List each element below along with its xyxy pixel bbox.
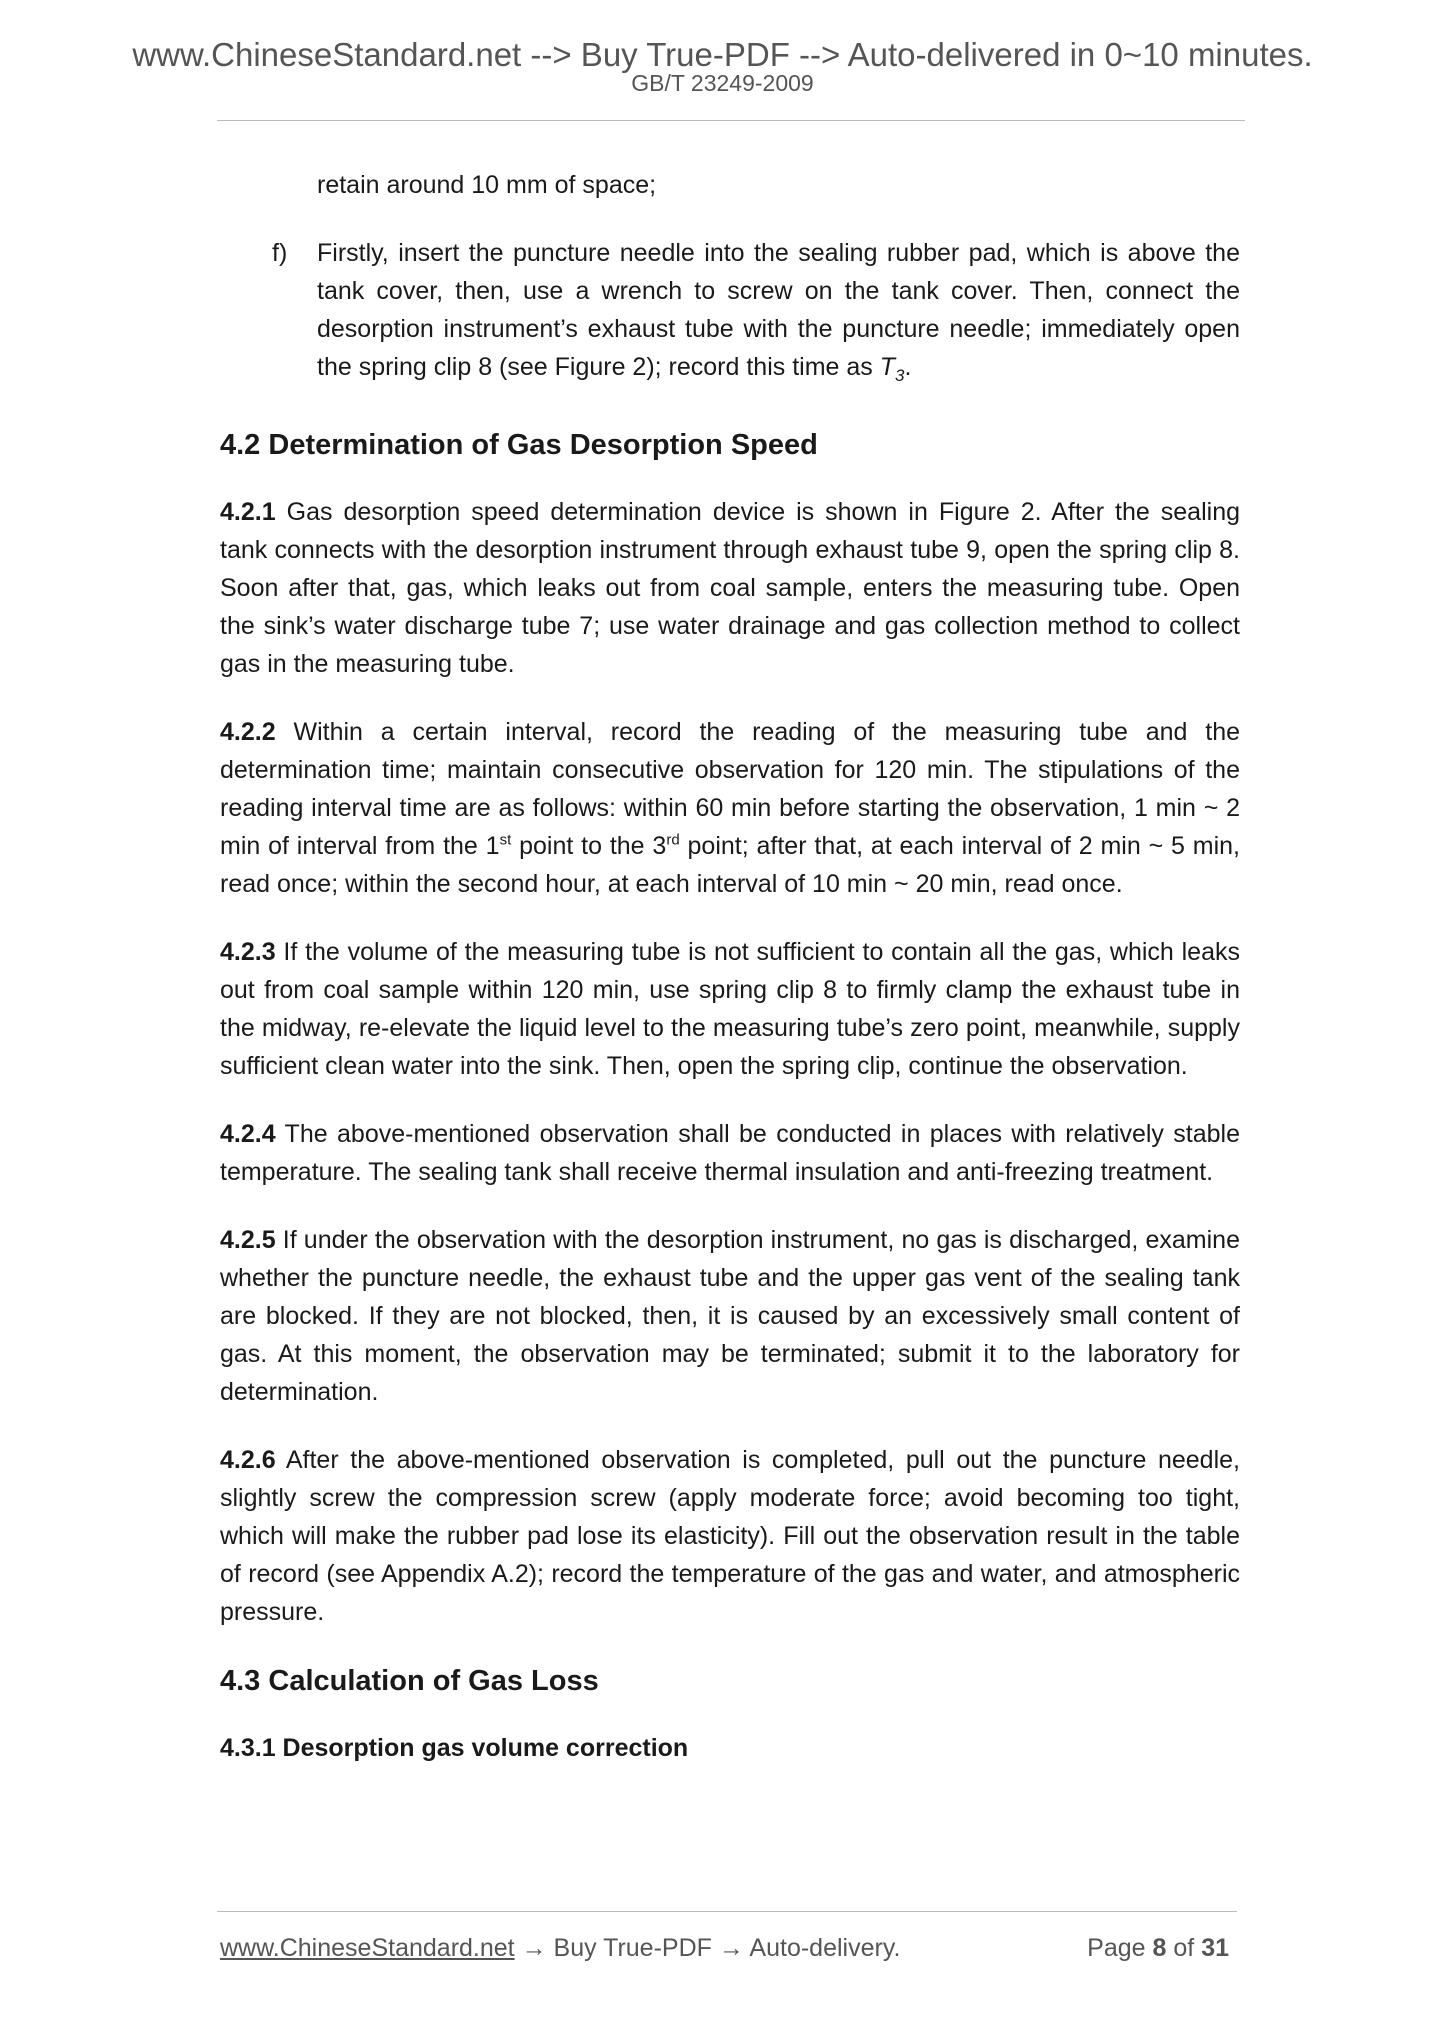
clause-text: point; after that, at each interval of 2 min ~ 5 min, read once; within the second hour, at each interval of 10 min ~ 20 min, read once. [220, 832, 1240, 898]
total-pages: 31 [1201, 1934, 1229, 1962]
variable-subscript: 3 [895, 366, 905, 385]
clause-number: 4.2.4 [220, 1120, 276, 1148]
superscript: st [499, 831, 512, 849]
clause-4-2-6 [220, 1441, 1240, 1631]
clause-number: 4.2.1 [220, 498, 276, 526]
page-footer [220, 1928, 1235, 1968]
clause-number: 4.2.5 [220, 1226, 276, 1254]
section-heading-4-3: 4.3 Calculation of Gas Loss [220, 1665, 599, 1697]
clause-4-2-4 [220, 1115, 1240, 1191]
continuation-text: retain around 10 mm of space; [317, 171, 657, 199]
clause-number: 4.2.2 [220, 718, 276, 746]
list-item-text: Firstly, insert the puncture needle into the sealing rubber pad, which is above the tank cover, then, use a wrench to screw on the tank cover. Then, connect the desorption instrument’s exhaust tube with the puncture needle; immediately open the spring clip 8 (see Figure 2); record this time as [317, 239, 1240, 381]
clause-4-2-2 [220, 713, 1240, 903]
clause-4-2-5 [220, 1221, 1240, 1411]
of-label: of [1173, 1934, 1195, 1962]
sentence-end: . [904, 353, 912, 381]
page-label: Page [1087, 1934, 1146, 1962]
clause-number: 4.2.6 [220, 1446, 276, 1474]
site-banner: www.ChineseStandard.net --> Buy True-PDF --> Auto-delivered in 0~10 minutes. [132, 36, 1313, 73]
document-body [220, 166, 1240, 1767]
list-marker: f) [272, 239, 288, 267]
buy-text: Buy True-PDF [553, 1934, 712, 1962]
superscript: rd [666, 831, 680, 849]
header-divider [217, 120, 1245, 121]
auto-delivery-text: Auto-delivery. [749, 1934, 901, 1962]
arrow-icon: → [711, 1934, 750, 1962]
clause-text: If under the observation with the desorption instrument, no gas is discharged, examine whether the puncture needle, the exhaust tube and the upper gas vent of the sealing tank are blocked. If they are not blocked, then, it is caused by an excessively small content of gas. At this moment, the observation may be terminated; submit it to the laboratory for determination. [220, 1226, 1240, 1406]
list-item-f [220, 234, 1240, 395]
footer-divider [217, 1911, 1237, 1912]
standard-code: GB/T 23249-2009 [631, 70, 814, 96]
clause-text: After the above-mentioned observation is completed, pull out the puncture needle, slightly screw the compression screw (apply moderate force; avoid becoming too tight, which will make the rubber pad lose its elasticity). Fill out the observation result in the table of record (see Appendix A.2); record the temperature of the gas and water, and atmospheric pressure. [220, 1446, 1240, 1626]
time-variable [879, 353, 905, 385]
arrow-icon: → [514, 1934, 554, 1962]
clause-number: 4.2.3 [220, 938, 276, 966]
clause-4-2-1 [220, 493, 1240, 683]
current-page: 8 [1152, 1934, 1167, 1962]
clause-text: Within a certain interval, record the reading of the measuring tube and the determination time; maintain consecutive observation for 120 min. The stipulations of the reading interval time are as follows: within 60 min before starting the observation, 1 min ~ 2 min of interval from the 1 [220, 718, 1241, 860]
clause-text: The above-mentioned observation shall be conducted in places with relatively stable temperature. The sealing tank shall receive thermal insulation and anti-freezing treatment. [220, 1120, 1240, 1186]
variable-symbol: T [879, 353, 896, 381]
clause-text: If the volume of the measuring tube is not sufficient to contain all the gas, which leaks out from coal sample within 120 min, use spring clip 8 to firmly clamp the exhaust tube in the midway, re-elevate the liquid level to the measuring tube’s zero point, meanwhile, supply sufficient clean water into the sink. Then, open the spring clip, continue the observation. [220, 938, 1240, 1080]
clause-text: point to the 3 [511, 832, 667, 860]
clause-text: Gas desorption speed determination device is shown in Figure 2. After the sealing tank connects with the desorption instrument through exhaust tube 9, open the spring clip 8. Soon after that, gas, which leaks out from coal sample, enters the measuring tube. Open the sink’s water discharge tube 7; use water drainage and gas collection method to collect gas in the measuring tube. [220, 498, 1241, 678]
subsection-heading-4-3-1: 4.3.1 Desorption gas volume correction [220, 1734, 689, 1762]
site-link[interactable]: www.ChineseStandard.net [220, 1934, 515, 1962]
clause-4-2-3 [220, 933, 1240, 1085]
page-number [1087, 1928, 1229, 1968]
section-heading-4-2: 4.2 Determination of Gas Desorption Speed [220, 429, 818, 461]
